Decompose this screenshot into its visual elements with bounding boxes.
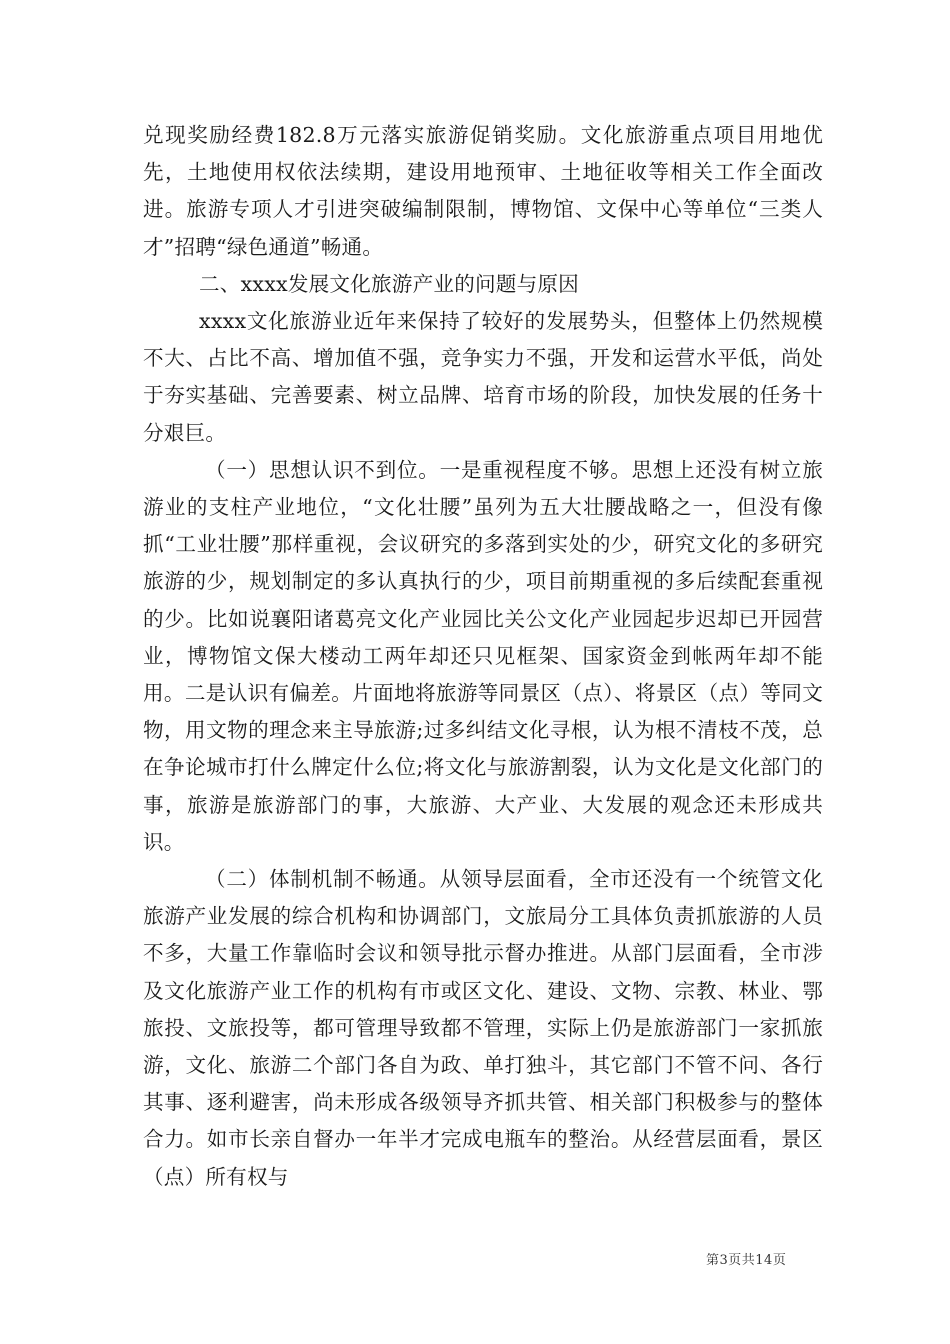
document-body <box>143 117 823 1196</box>
page-number-footer: 第3页共14页 <box>706 1253 787 1268</box>
paragraph-industry-overview: xxxx文化旅游业近年来保持了较好的发展势头，但整体上仍然规模不大、占比不高、增加值不强，竞争实力不强，开发和运营水平低，尚处于夯实基础、完善要素、树立品牌、培育市场的阶段，加快发展的任务十分艰巨。 <box>143 309 823 445</box>
paragraph-reward-funding: 兑现奖励经费182.8万元落实旅游促销奖励。文化旅游重点项目用地优先，土地使用权依法续期，建设用地预审、土地征收等相关工作全面改进。旅游专项人才引进突破编制限制，博物馆、文保中心等单位“三类人才”招聘“绿色通道”畅通。 <box>143 123 823 259</box>
section-heading-problems: 二、xxxx发展文化旅游产业的问题与原因 <box>199 271 579 296</box>
paragraph-system-mechanism: （二）体制机制不畅通。从领导层面看，全市还没有一个统管文化旅游产业发展的综合机构和协调部门，文旅局分工具体负责抓旅游的人员不多，大量工作靠临时会议和领导批示督办推进。从部门层面看，全市涉及文化旅游产业工作的机构有市或区文化、建设、文物、宗教、林业、鄂旅投、文旅投等，都可管理导致都不管理，实际上仍是旅游部门一家抓旅游，文化、旅游二个部门各自为政、单打独斗，其它部门不管不问、各行其事、逐利避害，尚未形成各级领导齐抓共管、相关部门积极参与的整体合力。如市长亲自督办一年半才完成电瓶车的整治。从经营层面看，景区（点）所有权与 <box>143 867 823 1189</box>
paragraph-thinking-awareness: （一）思想认识不到位。一是重视程度不够。思想上还没有树立旅游业的支柱产业地位，“文化壮腰”虽列为五大壮腰战略之一，但没有像抓“工业壮腰”那样重视，会议研究的多落到实处的少，研究文化的多研究旅游的少，规划制定的多认真执行的少，项目前期重视的多后续配套重视的少。比如说襄阳诸葛亮文化产业园比关公文化产业园起步迟却已开园营业，博物馆文保大楼动工两年却还只见框架、国家资金到帐两年却不能用。二是认识有偏差。片面地将旅游等同景区（点）、将景区（点）等同文物，用文物的理念来主导旅游;过多纠结文化寻根，认为根不清枝不茂，总在争论城市打什么牌定什么位;将文化与旅游割裂，认为文化是文化部门的事，旅游是旅游部门的事，大旅游、大产业、大发展的观念还未形成共识。 <box>143 457 823 854</box>
